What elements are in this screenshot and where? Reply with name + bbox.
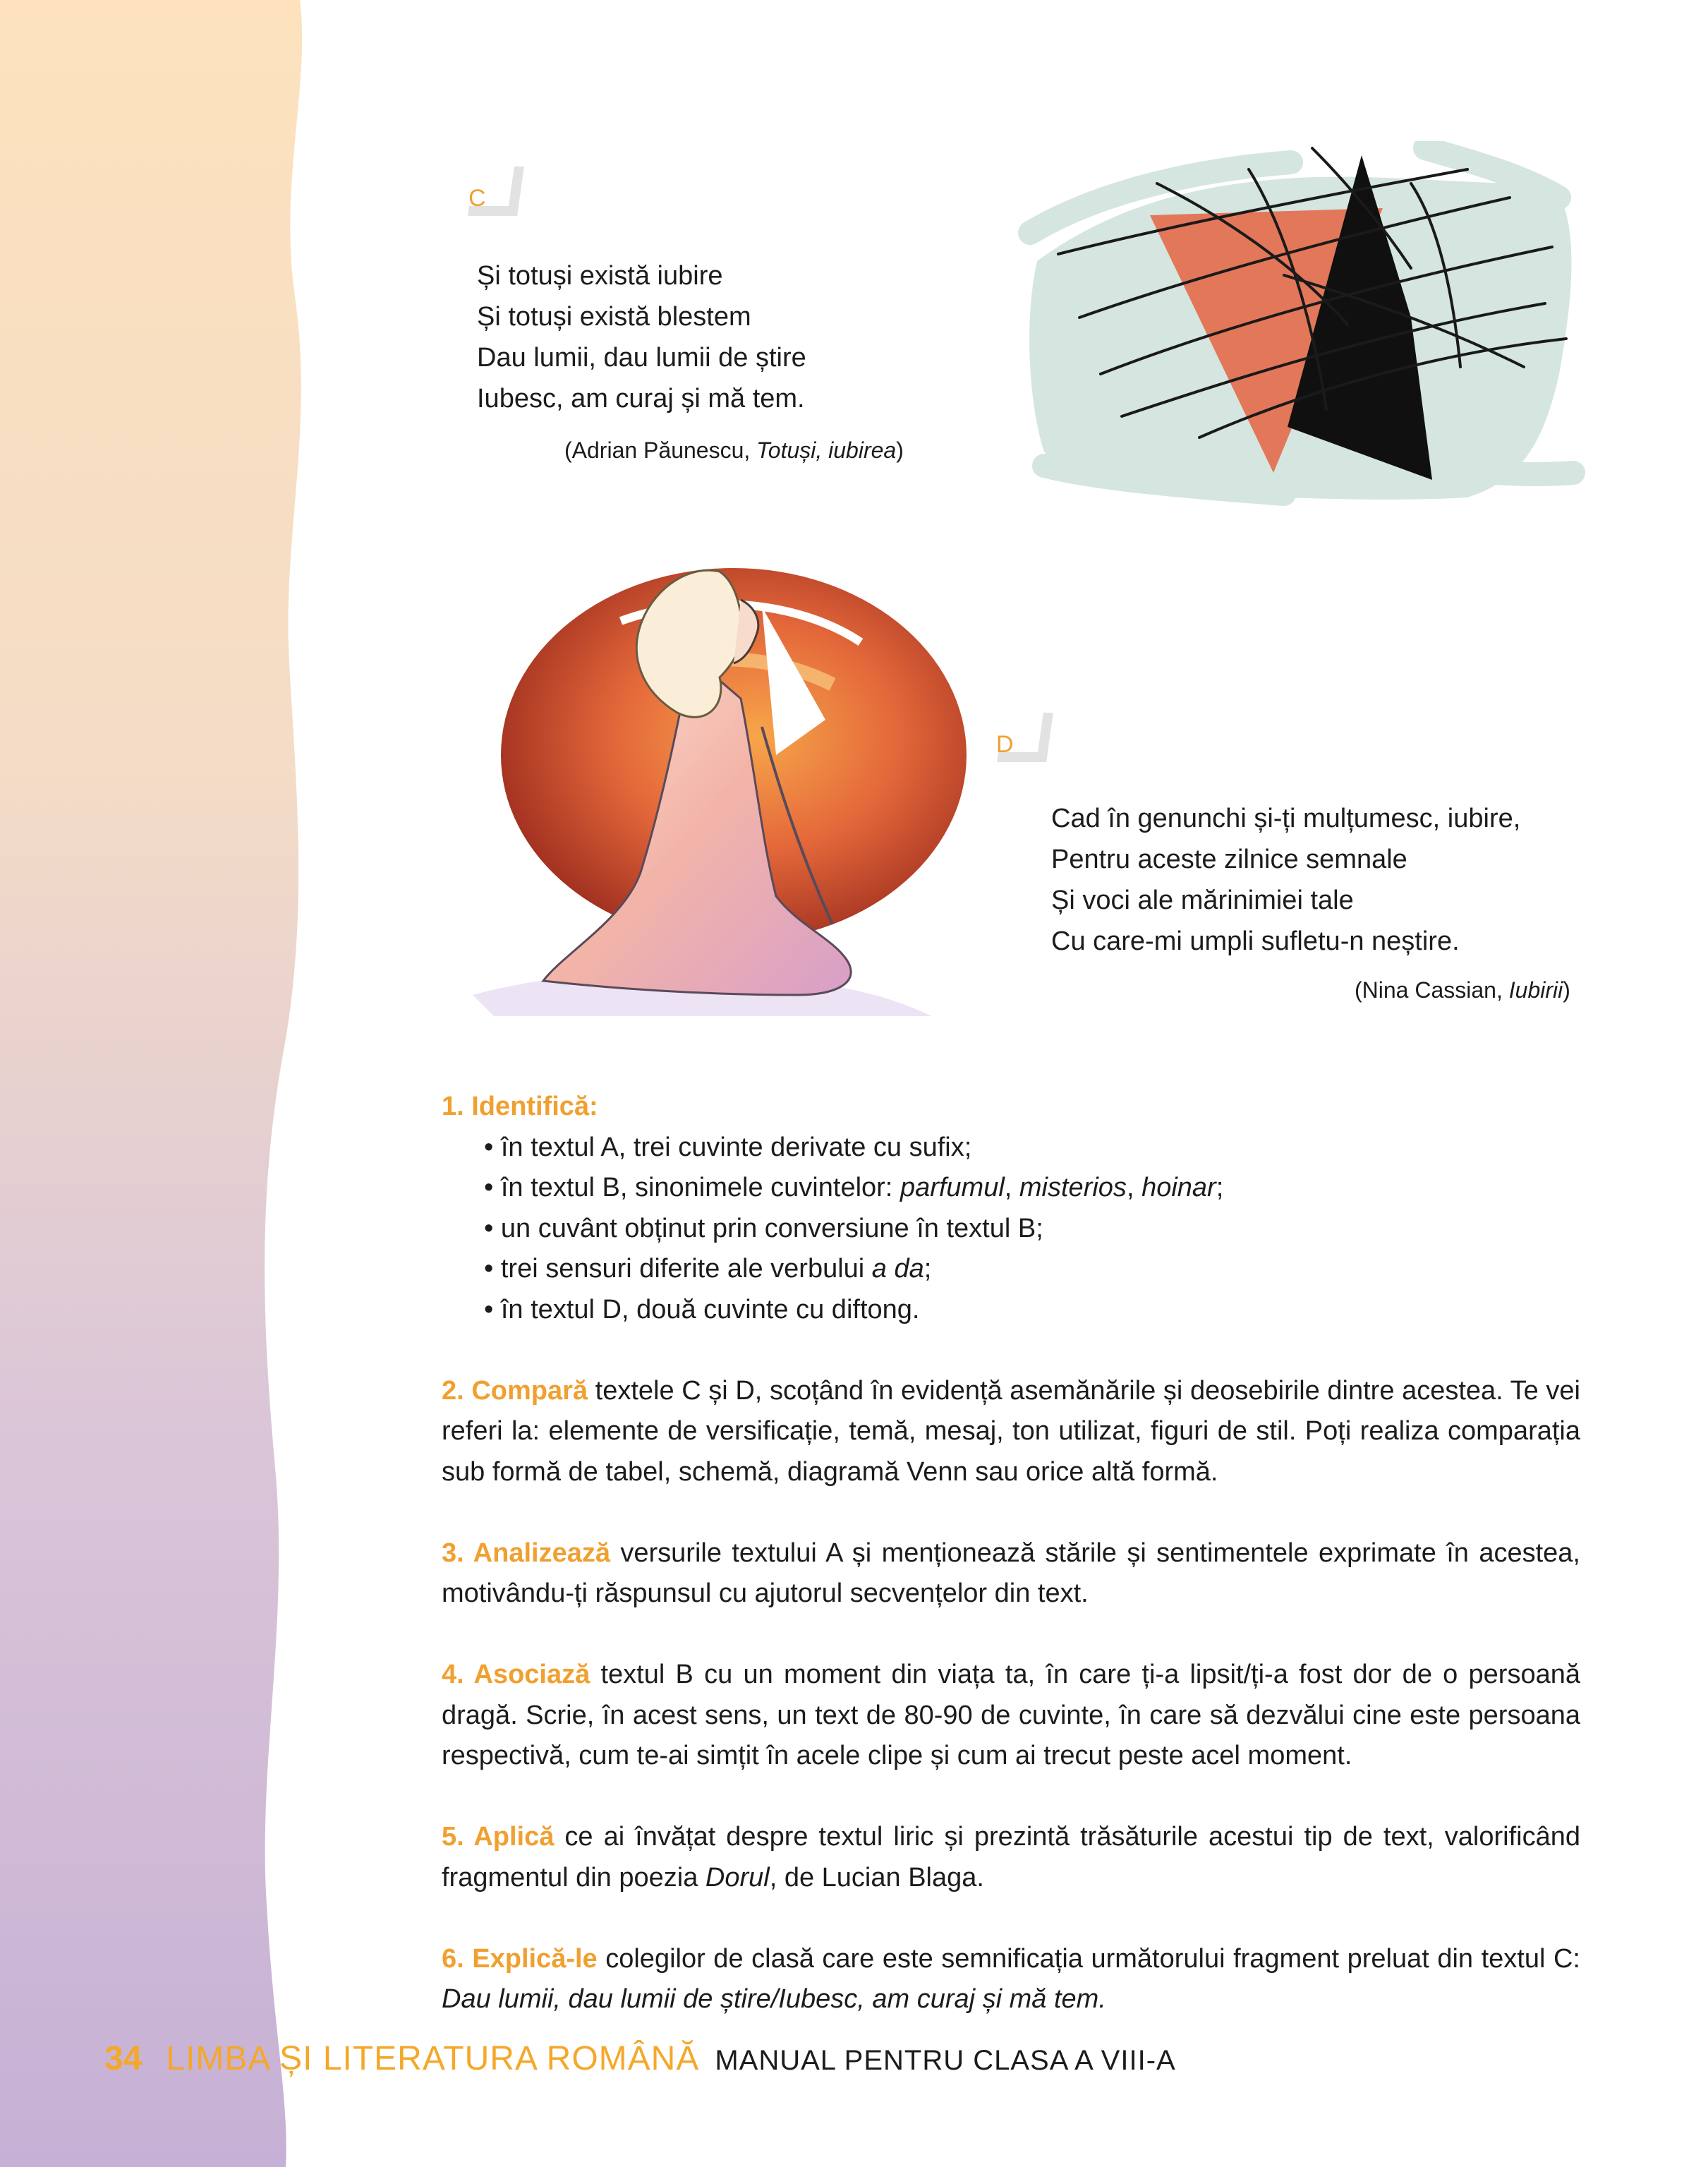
list-item-text: trei sensuri diferite ale verbului: [500, 1254, 872, 1284]
list-item: [484, 1168, 1580, 1209]
page-number: 34: [104, 2040, 143, 2077]
source-title: Totuși, iubirea: [756, 437, 897, 463]
exercise-2-text: textele C și D, scoțând în evidență asemănările și deosebirile dintre acestea. Te vei referi la: elemente de versificație, temă, mesaj, ton utilizat, figuri de stil. Poți realiza comparația sub formă de tabel, schemă, diagramă Venn sau orice altă formă.: [442, 1375, 1580, 1487]
separator: ,: [1004, 1173, 1019, 1202]
list-item: [484, 1249, 1580, 1290]
exercise-5-text-end: , de Lucian Blaga.: [769, 1862, 984, 1893]
exercise-3: [442, 1533, 1580, 1614]
list-item-text: în textul A, trei cuvinte derivate cu sufix;: [500, 1132, 972, 1162]
source-author: (Adrian Păunescu,: [564, 437, 757, 463]
list-item: [484, 1128, 1580, 1169]
book-subtitle: MANUAL PENTRU CLASA A VIII-A: [715, 2045, 1176, 2076]
separator: ,: [1126, 1173, 1142, 1202]
exercise-4: [442, 1655, 1580, 1777]
exercise-4-text: textul B cu un moment din viața ta, în care ți-a lipsit/ți-a fost dor de o persoană dragă. Scrie, în acest sens, un text de 80-90 de cuvinte, în care să dezvălui cine este persoana respectivă, cum te-ai simțit în acele clipe și cum ai trecut peste acel moment.: [442, 1660, 1580, 1770]
poem-c-source: [564, 437, 904, 464]
exercise-6: [442, 1939, 1580, 2020]
woman-sitting-illustration: [466, 543, 988, 1023]
separator: ;: [923, 1254, 932, 1284]
poem-c-line: Și totuși există blestem: [477, 302, 751, 332]
italic-word: misterios: [1019, 1173, 1127, 1202]
poem-c-line: Iubesc, am curaj și mă tem.: [477, 384, 805, 414]
section-d-letter: D: [996, 731, 1014, 758]
exercise-3-keyword: 3. Analizează: [442, 1538, 610, 1568]
exercise-5-keyword: 5. Aplică: [442, 1822, 555, 1852]
exercise-5-poem-title: Dorul: [705, 1862, 770, 1893]
poem-d-line: Și voci ale mărinimiei tale: [1051, 886, 1354, 915]
source-end: ): [1563, 977, 1570, 1003]
section-c-letter: C: [468, 185, 486, 212]
side-decorative-band: [0, 0, 325, 2167]
separator: ;: [1216, 1173, 1224, 1202]
exercise-5: [442, 1817, 1580, 1898]
poem-d-line: Cu care-mi umpli sufletu-n neștire.: [1051, 926, 1460, 956]
source-title: Iubirii: [1508, 977, 1563, 1003]
source-author: (Nina Cassian,: [1355, 977, 1509, 1003]
page-footer: [104, 2039, 1176, 2078]
poem-d: [1051, 798, 1520, 962]
exercise-6-quote: Dau lumii, dau lumii de știre/Iubesc, am curaj și mă tem.: [442, 1984, 1106, 2014]
exercise-1-list: [442, 1128, 1580, 1331]
list-item: [484, 1290, 1580, 1331]
exercise-1: [442, 1087, 1580, 1330]
exercise-5-text: ce ai învățat despre textul liric și prezintă trăsăturile acestui tip de text, valorificând fragmentul din poezia: [442, 1822, 1580, 1893]
exercise-2: [442, 1371, 1580, 1493]
abstract-triangle-illustration: [1016, 141, 1587, 508]
poem-c: [477, 255, 806, 419]
book-title: LIMBA ȘI LITERATURA ROMÂNĂ: [166, 2040, 700, 2077]
exercises: [442, 1087, 1580, 2020]
poem-d-line: Cad în genunchi și-ți mulțumesc, iubire,: [1051, 804, 1521, 833]
list-item: [484, 1209, 1580, 1250]
poem-d-source: [1355, 977, 1570, 1003]
italic-word: a da: [871, 1254, 924, 1284]
source-end: ): [896, 437, 904, 463]
poem-c-line: Și totuși există iubire: [477, 261, 723, 291]
exercise-4-keyword: 4. Asociază: [442, 1660, 590, 1689]
list-item-text: un cuvânt obținut prin conversiune în textul B;: [500, 1213, 1043, 1243]
poem-c-line: Dau lumii, dau lumii de știre: [477, 343, 806, 373]
italic-word: hoinar: [1141, 1173, 1216, 1202]
exercise-6-text: colegilor de clasă care este semnificația următorului fragment preluat din textul C:: [597, 1943, 1580, 1974]
italic-word: parfumul: [900, 1173, 1005, 1202]
exercise-3-text: versurile textului A și menționează stările și sentimentele exprimate în acestea, motivându-ți răspunsul cu ajutorul secvențelor din text.: [442, 1538, 1580, 1608]
exercise-1-keyword: 1. Identifică:: [442, 1092, 598, 1121]
exercise-2-keyword: 2. Compară: [442, 1375, 588, 1406]
poem-d-line: Pentru aceste zilnice semnale: [1051, 845, 1407, 874]
exercise-6-keyword: 6. Explică-le: [442, 1943, 598, 1974]
list-item-text: în textul B, sinonimele cuvintelor:: [500, 1173, 900, 1202]
list-item-text: în textul D, două cuvinte cu diftong.: [500, 1294, 920, 1324]
